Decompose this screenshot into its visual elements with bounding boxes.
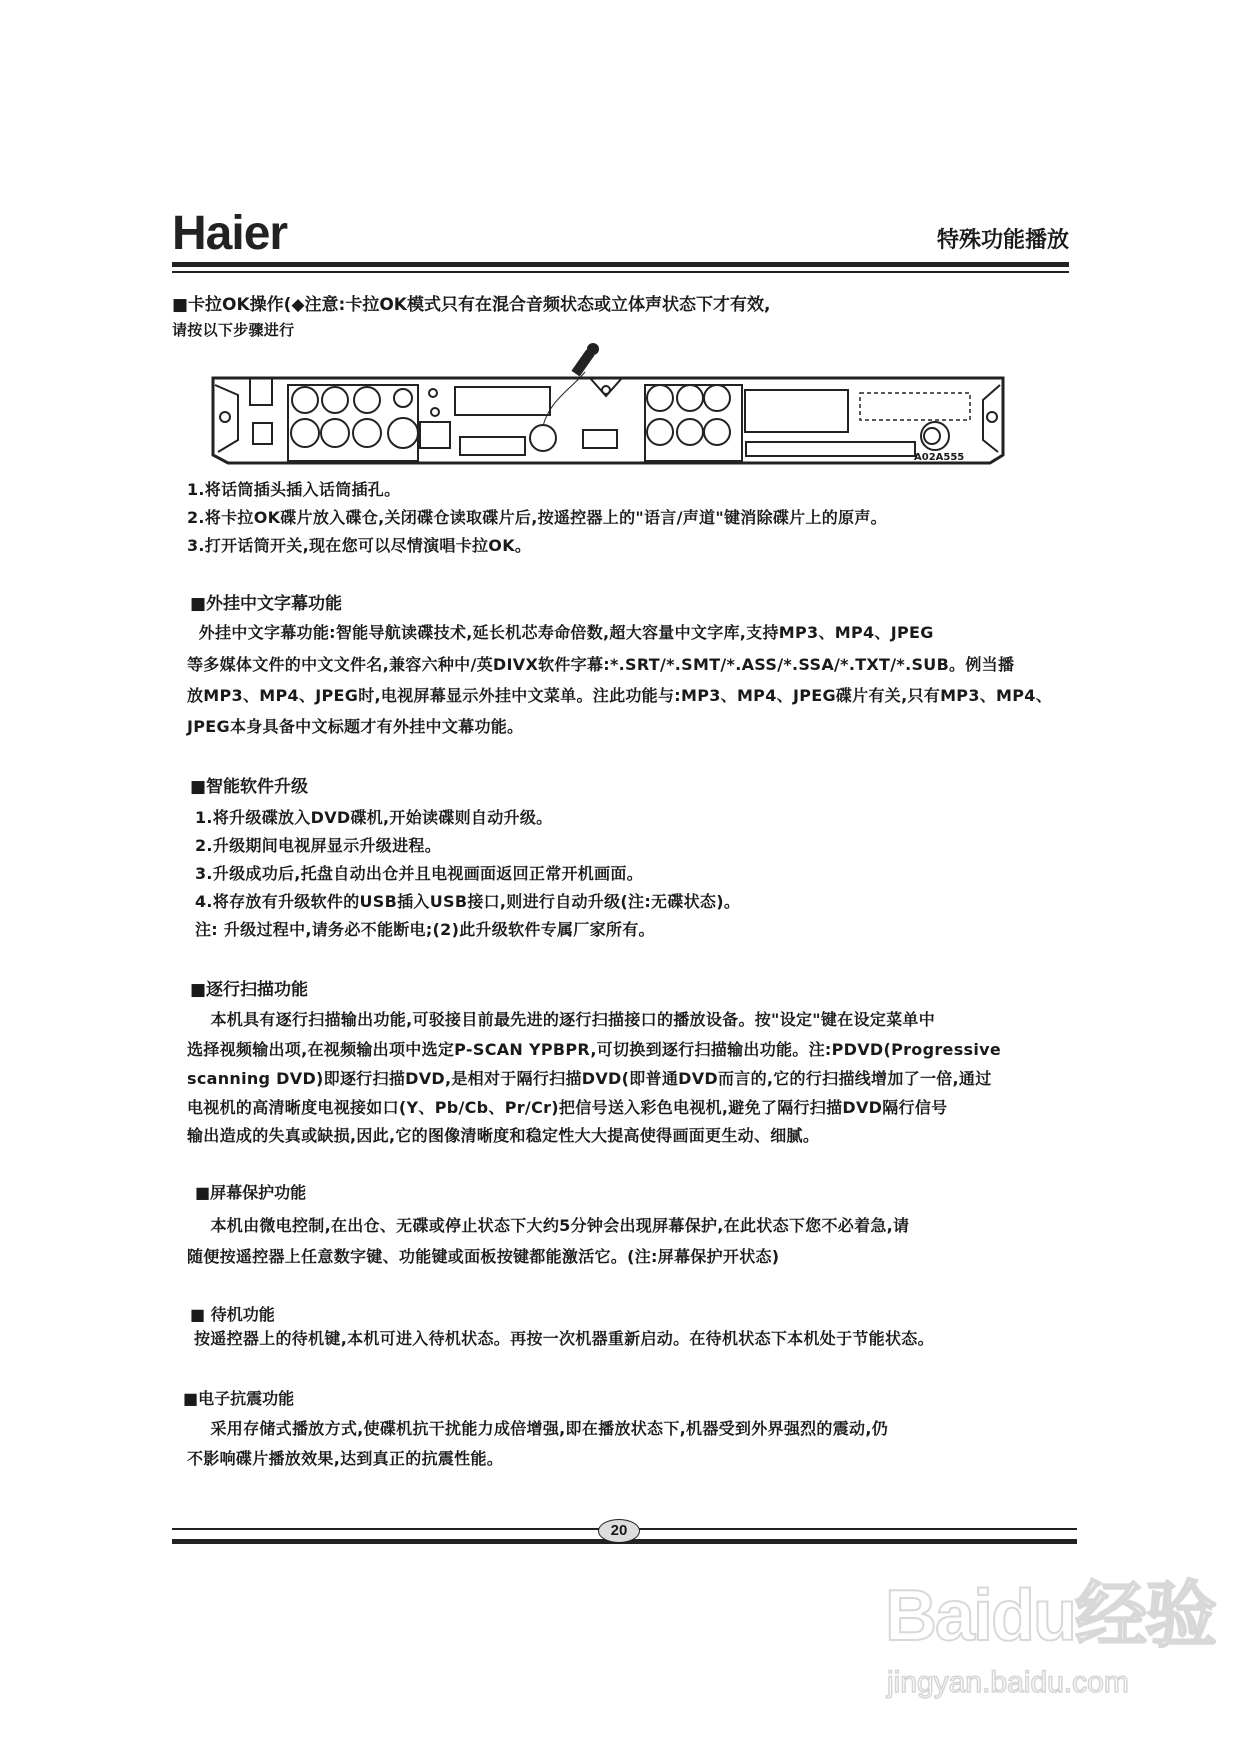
progressive-text: 选择视频输出项,在视频输出项中选定P-SCAN YPBPR,可切换到逐行扫描输出功能。注:PDVD(Progressive — [187, 1040, 1002, 1059]
upgrade-item: 2.升级期间电视屏显示升级进程。 — [195, 836, 442, 855]
upgrade-item: 1.将升级碟放入DVD碟机,开始读碟则自动升级。 — [195, 808, 553, 827]
standby-heading: ■ 待机功能 — [190, 1305, 275, 1324]
progressive-text: 电视机的高清晰度电视接如口(Y、Pb/Cb、Pr/Cr)把信号送入彩色电视机,避免了隔行扫描DVD隔行信号 — [187, 1098, 948, 1117]
section-title: 特殊功能播放 — [936, 228, 1069, 253]
karaoke-heading: ■卡拉OK操作(◆注意:卡拉OK模式只有在混合音频状态或立体声状态下才有效, — [172, 295, 771, 315]
progressive-text: 输出造成的失真或缺损,因此,它的图像清晰度和稳定性大大提高使得画面更生动、细腻。 — [187, 1126, 820, 1145]
upgrade-item: 3.升级成功后,托盘自动出仓并且电视画面返回正常开机画面。 — [195, 864, 643, 883]
upgrade-note: 注: 升级过程中,请务必不能断电;(2)此升级软件专属厂家所有。 — [195, 920, 655, 939]
karaoke-intro: 请按以下步骤进行 — [172, 321, 295, 339]
progressive-heading: ■逐行扫描功能 — [190, 980, 309, 1000]
subtitle-text: 放MP3、MP4、JPEG时,电视屏幕显示外挂中文菜单。注此功能与:MP3、MP4、JPEG碟片有关,只有MP3、MP4、 — [187, 686, 1053, 705]
subtitle-text: 外挂中文字幕功能:智能导航读碟技术,延长机芯寿命倍数,超大容量中文字库,支持MP3、MP4、JPEG — [187, 623, 934, 642]
panel-certification-mark: A02A555 — [914, 452, 965, 463]
screensaver-text: 随便按遥控器上任意数字键、功能键或面板按键都能激活它。(注:屏幕保护开状态) — [187, 1247, 780, 1266]
antishock-text: 采用存储式播放方式,使碟机抗干扰能力成倍增强,即在播放状态下,机器受到外界强烈的震动,仍 — [187, 1419, 888, 1438]
progressive-text: 本机具有逐行扫描输出功能,可驳接目前最先进的逐行扫描接口的播放设备。按"设定"键在设定菜单中 — [187, 1010, 936, 1029]
antishock-heading: ■电子抗震功能 — [183, 1389, 295, 1408]
karaoke-step: 1.将话筒插头插入话筒插孔。 — [187, 480, 401, 499]
standby-text: 按遥控器上的待机键,本机可进入待机状态。再按一次机器重新启动。在待机状态下本机处于节能状态。 — [194, 1329, 934, 1348]
upgrade-item: 4.将存放有升级软件的USB插入USB接口,则进行自动升级(注:无碟状态)。 — [195, 892, 741, 911]
screensaver-heading: ■屏幕保护功能 — [195, 1183, 307, 1202]
progressive-text: scanning DVD)即逐行扫描DVD,是相对于隔行扫描DVD(即普通DVD而言的,它的行扫描线增加了一倍,通过 — [187, 1069, 992, 1088]
baidu-watermark-logo: Baidu经验 — [885, 1576, 1216, 1656]
karaoke-step: 2.将卡拉OK碟片放入碟仓,关闭碟仓读取碟片后,按遥控器上的"语言/声道"键消除碟片上的原声。 — [187, 508, 887, 527]
baidu-watermark-url: jingyan.baidu.com — [887, 1666, 1129, 1699]
dvd-rear-panel-diagram — [0, 0, 1242, 480]
subtitle-heading: ■外挂中文字幕功能 — [190, 594, 343, 614]
karaoke-step: 3.打开话筒开关,现在您可以尽情演唱卡拉OK。 — [187, 536, 532, 555]
haier-logo: Haier — [172, 207, 288, 260]
antishock-text: 不影响碟片播放效果,达到真正的抗震性能。 — [187, 1449, 504, 1468]
subtitle-text: 等多媒体文件的中文文件名,兼容六种中/英DIVX软件字幕:*.SRT/*.SMT/*.ASS/*.SSA/*.TXT/*.SUB。例当播 — [187, 655, 1015, 674]
page-number: 20 — [598, 1519, 640, 1543]
screensaver-text: 本机由微电控制,在出仓、无碟或停止状态下大约5分钟会出现屏幕保护,在此状态下您不必着急,请 — [187, 1216, 910, 1235]
microphone-icon — [571, 343, 599, 377]
upgrade-heading: ■智能软件升级 — [190, 777, 309, 797]
subtitle-text: JPEG本身具备中文标题才有外挂中文幕功能。 — [187, 717, 524, 736]
